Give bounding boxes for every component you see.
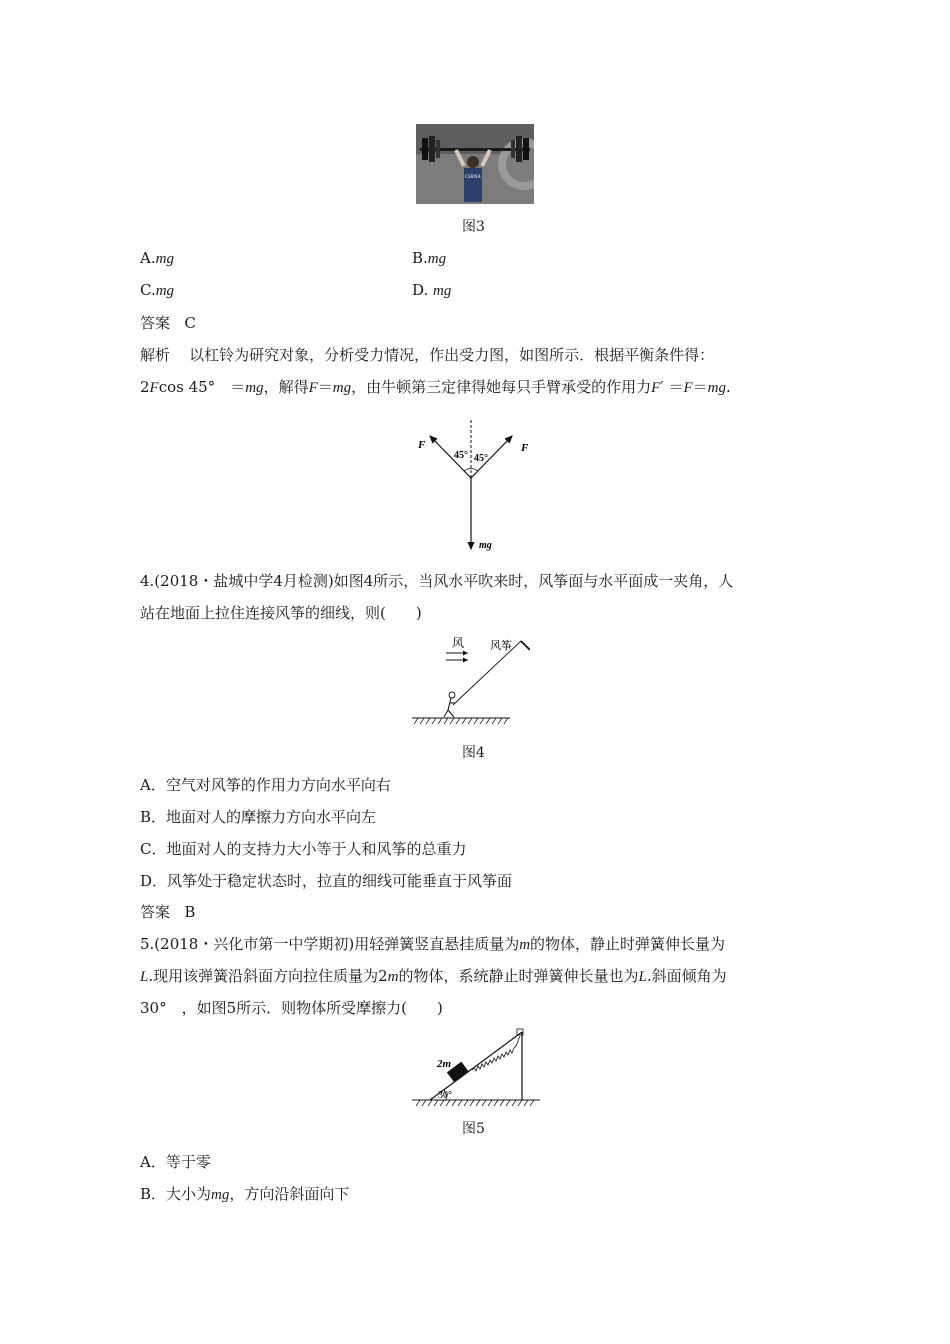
force-diagram	[408, 416, 538, 556]
q4-option-b: B．地面对人的摩擦力方向水平向左	[140, 808, 377, 826]
q5-option-b: B．大小为mg，方向沿斜面向下	[140, 1185, 350, 1203]
q4-stem-line2: 站在地面上拉住连接风筝的细线，则( )	[140, 604, 422, 622]
q4-answer: 答案 B	[140, 903, 196, 921]
figure-4-diagram	[410, 632, 530, 732]
figure-5-diagram	[410, 1024, 545, 1108]
force-f-right: F	[521, 442, 529, 454]
q3-analysis-line1: 解析 以杠铃为研究对象，分析受力情况，作出受力图，如图所示．根据平衡条件得：	[140, 346, 715, 364]
q3-answer: 答案 C	[140, 314, 196, 332]
q4-option-c: C．地面对人的支持力大小等于人和风筝的总重力	[140, 840, 467, 858]
q5-stem-line2: L.现用该弹簧沿斜面方向拉住质量为2m的物体，系统静止时弹簧伸长量也为L.斜面倾角为	[140, 967, 727, 985]
photo-jersey-text: CHINA	[465, 175, 481, 180]
q5-stem-line1: 5.(2018・兴化市第一中学期初)用轻弹簧竖直悬挂质量为m的物体，静止时弹簧伸长量为	[140, 935, 726, 953]
q3-option-b: B.mg	[412, 249, 447, 267]
figure-5-mass-label: 2m	[437, 1058, 452, 1070]
q3-option-c: C.mg	[140, 281, 175, 299]
figure-3-photo	[416, 124, 534, 204]
q3-analysis-line2: 2Fcos 45° ＝mg，解得F＝mg，由牛顿第三定律得她每只手臂承受的作用力F′ ＝F＝mg.	[140, 378, 731, 396]
angle-left-label: 45°	[454, 450, 468, 461]
figure-5-caption: 图5	[462, 1121, 485, 1137]
weight-mg-label: mg	[479, 540, 492, 551]
q4-option-a: A．空气对风筝的作用力方向水平向右	[140, 776, 391, 794]
figure-4-wind-label: 风	[452, 636, 465, 650]
force-f-left: F	[418, 439, 426, 451]
figure-5-angle-label: 30°	[438, 1090, 452, 1101]
figure-4-caption: 图4	[462, 745, 485, 761]
q5-stem-line3: 30° ，如图5所示．则物体所受摩擦力( )	[140, 999, 443, 1017]
q3-option-a: A.mg	[140, 249, 174, 267]
figure-3-caption: 图3	[462, 219, 485, 235]
angle-right-label: 45°	[474, 453, 488, 464]
q4-stem-line1: 4.(2018・盐城中学4月检测)如图4所示，当风水平吹来时，风筝面与水平面成一夹角，人	[140, 572, 734, 590]
figure-4-kite-label: 风筝	[490, 640, 512, 652]
q3-option-d: D. mg	[412, 281, 452, 299]
q4-option-d: D．风筝处于稳定状态时，拉直的细线可能垂直于风筝面	[140, 872, 513, 890]
q5-option-a: A．等于零	[140, 1153, 211, 1171]
